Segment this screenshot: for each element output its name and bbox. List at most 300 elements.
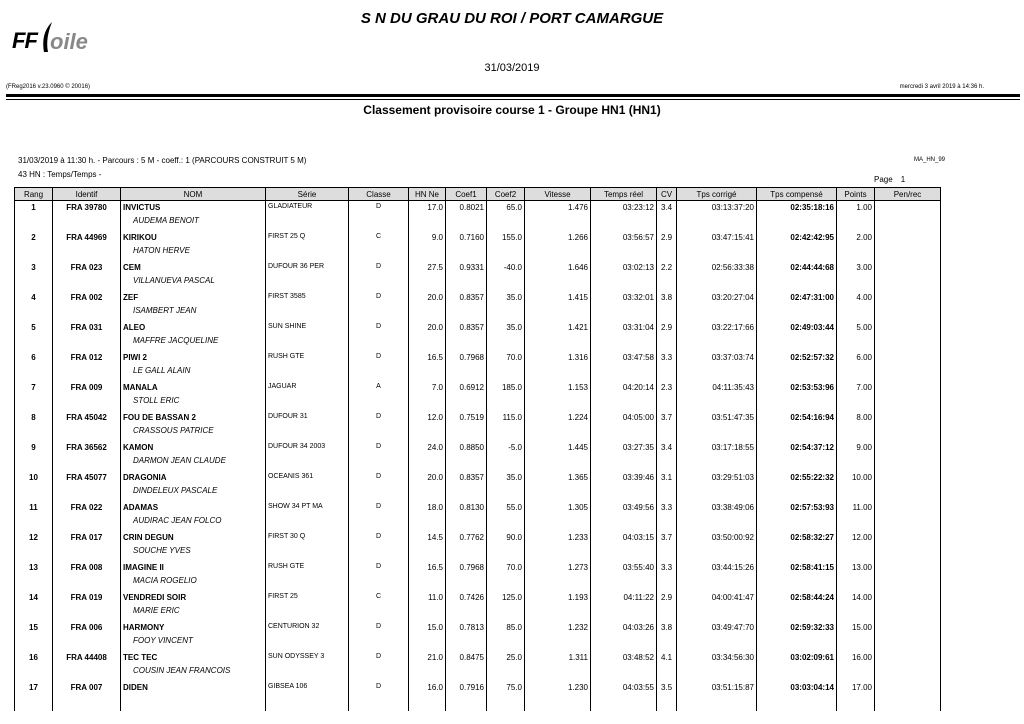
cell-empty — [487, 606, 525, 621]
cell-empty — [266, 336, 349, 351]
table-row — [15, 591, 941, 606]
cell-skipper: LE GALL ALAIN — [121, 366, 266, 381]
cell-empty — [591, 426, 657, 441]
cell-empty — [757, 306, 837, 321]
cell-empty — [591, 546, 657, 561]
cell-empty — [757, 366, 837, 381]
cell-coef2: 155.0 — [487, 231, 525, 246]
column-header: Temps réel — [591, 188, 657, 201]
cell-identif: FRA 019 — [53, 591, 121, 606]
cell-empty — [837, 666, 875, 681]
cell-corrige: 03:34:56:30 — [677, 651, 757, 666]
cell-empty — [837, 516, 875, 531]
cell-empty — [446, 216, 487, 231]
table-row — [15, 231, 941, 246]
cell-identif: FRA 012 — [53, 351, 121, 366]
cell-empty — [53, 276, 121, 291]
cell-empty — [409, 516, 446, 531]
cell-nom: TEC TEC — [121, 651, 266, 666]
cell-rang: 1 — [15, 201, 53, 217]
table-row — [15, 681, 941, 696]
cell-reel: 03:02:13 — [591, 261, 657, 276]
cell-compense: 03:02:09:61 — [757, 651, 837, 666]
cell-empty — [409, 306, 446, 321]
cell-identif: FRA 023 — [53, 261, 121, 276]
cell-vitesse: 1.273 — [525, 561, 591, 576]
cell-empty — [657, 516, 677, 531]
cell-empty — [875, 666, 941, 681]
cell-empty — [757, 576, 837, 591]
cell-empty — [525, 606, 591, 621]
cell-coef1: 0.8357 — [446, 291, 487, 306]
cell-rang: 7 — [15, 381, 53, 396]
cell-empty — [677, 456, 757, 471]
cell-empty — [446, 486, 487, 501]
cell-empty — [875, 546, 941, 561]
race-code: MA_HN_99 — [914, 157, 946, 163]
cell-empty — [15, 366, 53, 381]
cell-empty — [349, 516, 409, 531]
cell-empty — [657, 546, 677, 561]
cell-empty — [349, 366, 409, 381]
cell-empty — [349, 576, 409, 591]
cell-empty — [875, 456, 941, 471]
cell-empty — [591, 456, 657, 471]
cell-nom: ALEO — [121, 321, 266, 336]
cell-penalty — [875, 651, 941, 666]
cell-cv: 3.8 — [657, 291, 677, 306]
cell-skipper — [121, 696, 266, 711]
cell-cv: 3.3 — [657, 561, 677, 576]
cell-empty — [837, 396, 875, 411]
cell-empty — [657, 456, 677, 471]
cell-empty — [875, 696, 941, 711]
cell-rang: 6 — [15, 351, 53, 366]
cell-penalty — [875, 291, 941, 306]
cell-vitesse: 1.193 — [525, 591, 591, 606]
column-header: Points — [837, 188, 875, 201]
cell-identif: FRA 017 — [53, 531, 121, 546]
cell-compense: 02:47:31:00 — [757, 291, 837, 306]
cell-empty — [349, 306, 409, 321]
cell-cv: 3.4 — [657, 201, 677, 217]
cell-coef1: 0.8850 — [446, 441, 487, 456]
cell-vitesse: 1.230 — [525, 681, 591, 696]
cell-identif: FRA 007 — [53, 681, 121, 696]
cell-empty — [591, 666, 657, 681]
cell-empty — [409, 216, 446, 231]
cell-points: 13.00 — [837, 561, 875, 576]
cell-rang: 10 — [15, 471, 53, 486]
cell-empty — [15, 306, 53, 321]
cell-compense: 02:53:53:96 — [757, 381, 837, 396]
cell-coef2: 65.0 — [487, 201, 525, 217]
cell-nom: PIWI 2 — [121, 351, 266, 366]
cell-empty — [266, 276, 349, 291]
cell-empty — [15, 216, 53, 231]
table-row-skipper — [15, 396, 941, 411]
table-row-skipper — [15, 486, 941, 501]
cell-empty — [875, 276, 941, 291]
logo-voile-text: oile — [50, 29, 88, 54]
cell-empty — [266, 696, 349, 711]
cell-empty — [266, 246, 349, 261]
cell-empty — [409, 666, 446, 681]
cell-corrige: 03:51:15:87 — [677, 681, 757, 696]
cell-empty — [875, 336, 941, 351]
cell-corrige: 03:47:15:41 — [677, 231, 757, 246]
cell-penalty — [875, 381, 941, 396]
cell-reel: 04:11:22 — [591, 591, 657, 606]
cell-penalty — [875, 471, 941, 486]
cell-empty — [591, 306, 657, 321]
cell-empty — [487, 246, 525, 261]
cell-empty — [487, 516, 525, 531]
cell-corrige: 03:38:49:06 — [677, 501, 757, 516]
cell-identif: FRA 031 — [53, 321, 121, 336]
cell-identif: FRA 009 — [53, 381, 121, 396]
cell-skipper: MARIE ERIC — [121, 606, 266, 621]
cell-coef1: 0.7160 — [446, 231, 487, 246]
cell-empty — [409, 426, 446, 441]
cell-skipper: DINDELEUX PASCALE — [121, 486, 266, 501]
cell-nom: CEM — [121, 261, 266, 276]
cell-empty — [757, 396, 837, 411]
cell-empty — [591, 336, 657, 351]
page-number: 1 — [900, 175, 906, 184]
cell-empty — [837, 276, 875, 291]
cell-empty — [53, 546, 121, 561]
cell-coef1: 0.7916 — [446, 681, 487, 696]
cell-empty — [409, 576, 446, 591]
cell-empty — [591, 216, 657, 231]
cell-empty — [757, 666, 837, 681]
cell-serie: RUSH GTE — [266, 351, 349, 366]
cell-empty — [446, 426, 487, 441]
cell-corrige: 03:51:47:35 — [677, 411, 757, 426]
cell-classe: D — [349, 621, 409, 636]
cell-empty — [266, 216, 349, 231]
cell-points: 11.00 — [837, 501, 875, 516]
cell-empty — [409, 636, 446, 651]
cell-empty — [446, 606, 487, 621]
cell-reel: 03:47:58 — [591, 351, 657, 366]
cell-empty — [53, 456, 121, 471]
cell-skipper: DARMON JEAN CLAUDE — [121, 456, 266, 471]
cell-empty — [677, 336, 757, 351]
cell-empty — [875, 606, 941, 621]
cell-empty — [837, 426, 875, 441]
cell-empty — [349, 336, 409, 351]
cell-empty — [53, 336, 121, 351]
table-row — [15, 261, 941, 276]
cell-skipper: VILLANUEVA PASCAL — [121, 276, 266, 291]
cell-classe: D — [349, 351, 409, 366]
cell-empty — [446, 306, 487, 321]
group-info: 43 HN : Temps/Temps - — [18, 170, 102, 179]
cell-reel: 03:27:35 — [591, 441, 657, 456]
column-header: Coef1 — [446, 188, 487, 201]
cell-empty — [677, 546, 757, 561]
cell-empty — [349, 666, 409, 681]
cell-penalty — [875, 561, 941, 576]
cell-empty — [446, 336, 487, 351]
cell-points: 14.00 — [837, 591, 875, 606]
cell-empty — [349, 606, 409, 621]
cell-empty — [266, 456, 349, 471]
column-header: Identif — [53, 188, 121, 201]
cell-vitesse: 1.476 — [525, 201, 591, 217]
cell-nom: KIRIKOU — [121, 231, 266, 246]
cell-coef2: 115.0 — [487, 411, 525, 426]
cell-vitesse: 1.316 — [525, 351, 591, 366]
cell-penalty — [875, 441, 941, 456]
table-row — [15, 531, 941, 546]
cell-empty — [266, 666, 349, 681]
cell-cv: 3.7 — [657, 411, 677, 426]
cell-empty — [757, 636, 837, 651]
cell-corrige: 03:29:51:03 — [677, 471, 757, 486]
cell-empty — [525, 516, 591, 531]
cell-compense: 02:49:03:44 — [757, 321, 837, 336]
cell-rang: 2 — [15, 231, 53, 246]
cell-empty — [525, 216, 591, 231]
cell-corrige: 03:17:18:55 — [677, 441, 757, 456]
print-timestamp: mercredi 3 avril 2019 à 14:36 h. — [899, 84, 984, 90]
cell-corrige: 03:13:37:20 — [677, 201, 757, 217]
cell-rang: 3 — [15, 261, 53, 276]
cell-vitesse: 1.224 — [525, 411, 591, 426]
cell-compense: 02:58:41:15 — [757, 561, 837, 576]
cell-hn: 27.5 — [409, 261, 446, 276]
cell-points: 4.00 — [837, 291, 875, 306]
cell-cv: 3.8 — [657, 621, 677, 636]
cell-nom: MANALA — [121, 381, 266, 396]
cell-empty — [677, 396, 757, 411]
cell-empty — [266, 546, 349, 561]
cell-empty — [409, 546, 446, 561]
cell-empty — [757, 486, 837, 501]
cell-empty — [525, 276, 591, 291]
cell-empty — [837, 306, 875, 321]
table-row-skipper — [15, 456, 941, 471]
cell-cv: 2.3 — [657, 381, 677, 396]
table-row-skipper — [15, 306, 941, 321]
cell-empty — [266, 306, 349, 321]
cell-points: 17.00 — [837, 681, 875, 696]
cell-empty — [657, 486, 677, 501]
cell-empty — [487, 426, 525, 441]
table-row-skipper — [15, 366, 941, 381]
table-row-skipper — [15, 276, 941, 291]
cell-points: 15.00 — [837, 621, 875, 636]
cell-hn: 7.0 — [409, 381, 446, 396]
cell-skipper: MAFFRE JACQUELINE — [121, 336, 266, 351]
cell-empty — [266, 576, 349, 591]
cell-empty — [757, 276, 837, 291]
cell-empty — [53, 366, 121, 381]
cell-reel: 03:32:01 — [591, 291, 657, 306]
cell-empty — [677, 366, 757, 381]
cell-compense: 02:35:18:16 — [757, 201, 837, 217]
cell-serie: SHOW 34 PT MA — [266, 501, 349, 516]
cell-empty — [875, 426, 941, 441]
table-row-skipper — [15, 336, 941, 351]
cell-empty — [837, 336, 875, 351]
cell-empty — [657, 336, 677, 351]
cell-empty — [15, 606, 53, 621]
cell-empty — [875, 486, 941, 501]
cell-empty — [349, 426, 409, 441]
cell-empty — [591, 606, 657, 621]
cell-penalty — [875, 681, 941, 696]
cell-empty — [525, 456, 591, 471]
cell-cv: 2.9 — [657, 231, 677, 246]
club-title: S N DU GRAU DU ROI / PORT CAMARGUE — [360, 10, 664, 27]
cell-empty — [591, 576, 657, 591]
table-row — [15, 561, 941, 576]
table-row-skipper — [15, 246, 941, 261]
cell-nom: VENDREDI SOIR — [121, 591, 266, 606]
cell-penalty — [875, 531, 941, 546]
cell-nom: DIDEN — [121, 681, 266, 696]
cell-nom: ZEF — [121, 291, 266, 306]
cell-empty — [525, 246, 591, 261]
cell-empty — [446, 636, 487, 651]
column-header: Tps corrigé — [677, 188, 757, 201]
cell-identif: FRA 45042 — [53, 411, 121, 426]
cell-skipper: HATON HERVE — [121, 246, 266, 261]
cell-compense: 02:42:42:95 — [757, 231, 837, 246]
cell-serie: RUSH GTE — [266, 561, 349, 576]
cell-corrige: 03:44:15:26 — [677, 561, 757, 576]
cell-serie: SUN ODYSSEY 3 — [266, 651, 349, 666]
cell-coef2: 35.0 — [487, 291, 525, 306]
cell-empty — [487, 696, 525, 711]
cell-empty — [591, 396, 657, 411]
cell-points: 6.00 — [837, 351, 875, 366]
table-row — [15, 201, 941, 217]
cell-corrige: 03:22:17:66 — [677, 321, 757, 336]
cell-penalty — [875, 501, 941, 516]
cell-empty — [446, 546, 487, 561]
cell-empty — [657, 426, 677, 441]
cell-coef2: -5.0 — [487, 441, 525, 456]
cell-empty — [409, 606, 446, 621]
cell-rang: 13 — [15, 561, 53, 576]
table-row — [15, 651, 941, 666]
cell-vitesse: 1.311 — [525, 651, 591, 666]
cell-serie: FIRST 25 Q — [266, 231, 349, 246]
cell-empty — [349, 546, 409, 561]
cell-empty — [837, 606, 875, 621]
table-row-skipper — [15, 576, 941, 591]
cell-classe: D — [349, 471, 409, 486]
cell-empty — [409, 366, 446, 381]
cell-empty — [657, 396, 677, 411]
cell-empty — [487, 486, 525, 501]
cell-empty — [53, 516, 121, 531]
cell-coef1: 0.8130 — [446, 501, 487, 516]
cell-cv: 4.1 — [657, 651, 677, 666]
cell-classe: D — [349, 561, 409, 576]
table-row-skipper — [15, 426, 941, 441]
cell-points: 12.00 — [837, 531, 875, 546]
cell-empty — [53, 246, 121, 261]
cell-hn: 15.0 — [409, 621, 446, 636]
cell-empty — [409, 456, 446, 471]
cell-corrige: 03:49:47:70 — [677, 621, 757, 636]
cell-identif: FRA 36562 — [53, 441, 121, 456]
cell-empty — [677, 516, 757, 531]
cell-rang: 11 — [15, 501, 53, 516]
column-header: Coef2 — [487, 188, 525, 201]
cell-empty — [591, 366, 657, 381]
cell-empty — [591, 516, 657, 531]
column-header: Vitesse — [525, 188, 591, 201]
column-header: NOM — [121, 188, 266, 201]
cell-cv: 2.9 — [657, 591, 677, 606]
cell-empty — [875, 366, 941, 381]
cell-empty — [677, 606, 757, 621]
cell-nom: ADAMAS — [121, 501, 266, 516]
cell-nom: CRIN DEGUN — [121, 531, 266, 546]
cell-empty — [525, 396, 591, 411]
cell-penalty — [875, 231, 941, 246]
cell-empty — [446, 456, 487, 471]
cell-empty — [677, 486, 757, 501]
cell-compense: 02:44:44:68 — [757, 261, 837, 276]
cell-coef1: 0.6912 — [446, 381, 487, 396]
cell-compense: 02:54:37:12 — [757, 441, 837, 456]
cell-empty — [525, 576, 591, 591]
cell-empty — [487, 636, 525, 651]
cell-hn: 20.0 — [409, 291, 446, 306]
cell-empty — [875, 636, 941, 651]
cell-empty — [591, 246, 657, 261]
cell-empty — [53, 486, 121, 501]
table-row-skipper — [15, 696, 941, 711]
cell-points: 10.00 — [837, 471, 875, 486]
cell-vitesse: 1.153 — [525, 381, 591, 396]
cell-empty — [591, 696, 657, 711]
cell-empty — [677, 216, 757, 231]
cell-serie: DUFOUR 34 2003 — [266, 441, 349, 456]
cell-empty — [837, 216, 875, 231]
cell-coef2: 35.0 — [487, 321, 525, 336]
cell-empty — [657, 276, 677, 291]
cell-vitesse: 1.232 — [525, 621, 591, 636]
cell-classe: A — [349, 381, 409, 396]
cell-coef1: 0.8357 — [446, 471, 487, 486]
race-info: 31/03/2019 à 11:30 h. - Parcours : 5 M - coeff.: 1 (PARCOURS CONSTRUIT 5 M) — [18, 156, 307, 165]
cell-empty — [349, 456, 409, 471]
column-header: HN Ne — [409, 188, 446, 201]
cell-empty — [446, 696, 487, 711]
cell-empty — [409, 696, 446, 711]
column-header: Pen/rec — [875, 188, 941, 201]
cell-points: 3.00 — [837, 261, 875, 276]
cell-empty — [591, 486, 657, 501]
cell-hn: 9.0 — [409, 231, 446, 246]
cell-reel: 04:03:55 — [591, 681, 657, 696]
cell-corrige: 03:20:27:04 — [677, 291, 757, 306]
cell-hn: 16.0 — [409, 681, 446, 696]
cell-coef1: 0.7968 — [446, 351, 487, 366]
cell-hn: 12.0 — [409, 411, 446, 426]
cell-vitesse: 1.233 — [525, 531, 591, 546]
cell-empty — [525, 486, 591, 501]
